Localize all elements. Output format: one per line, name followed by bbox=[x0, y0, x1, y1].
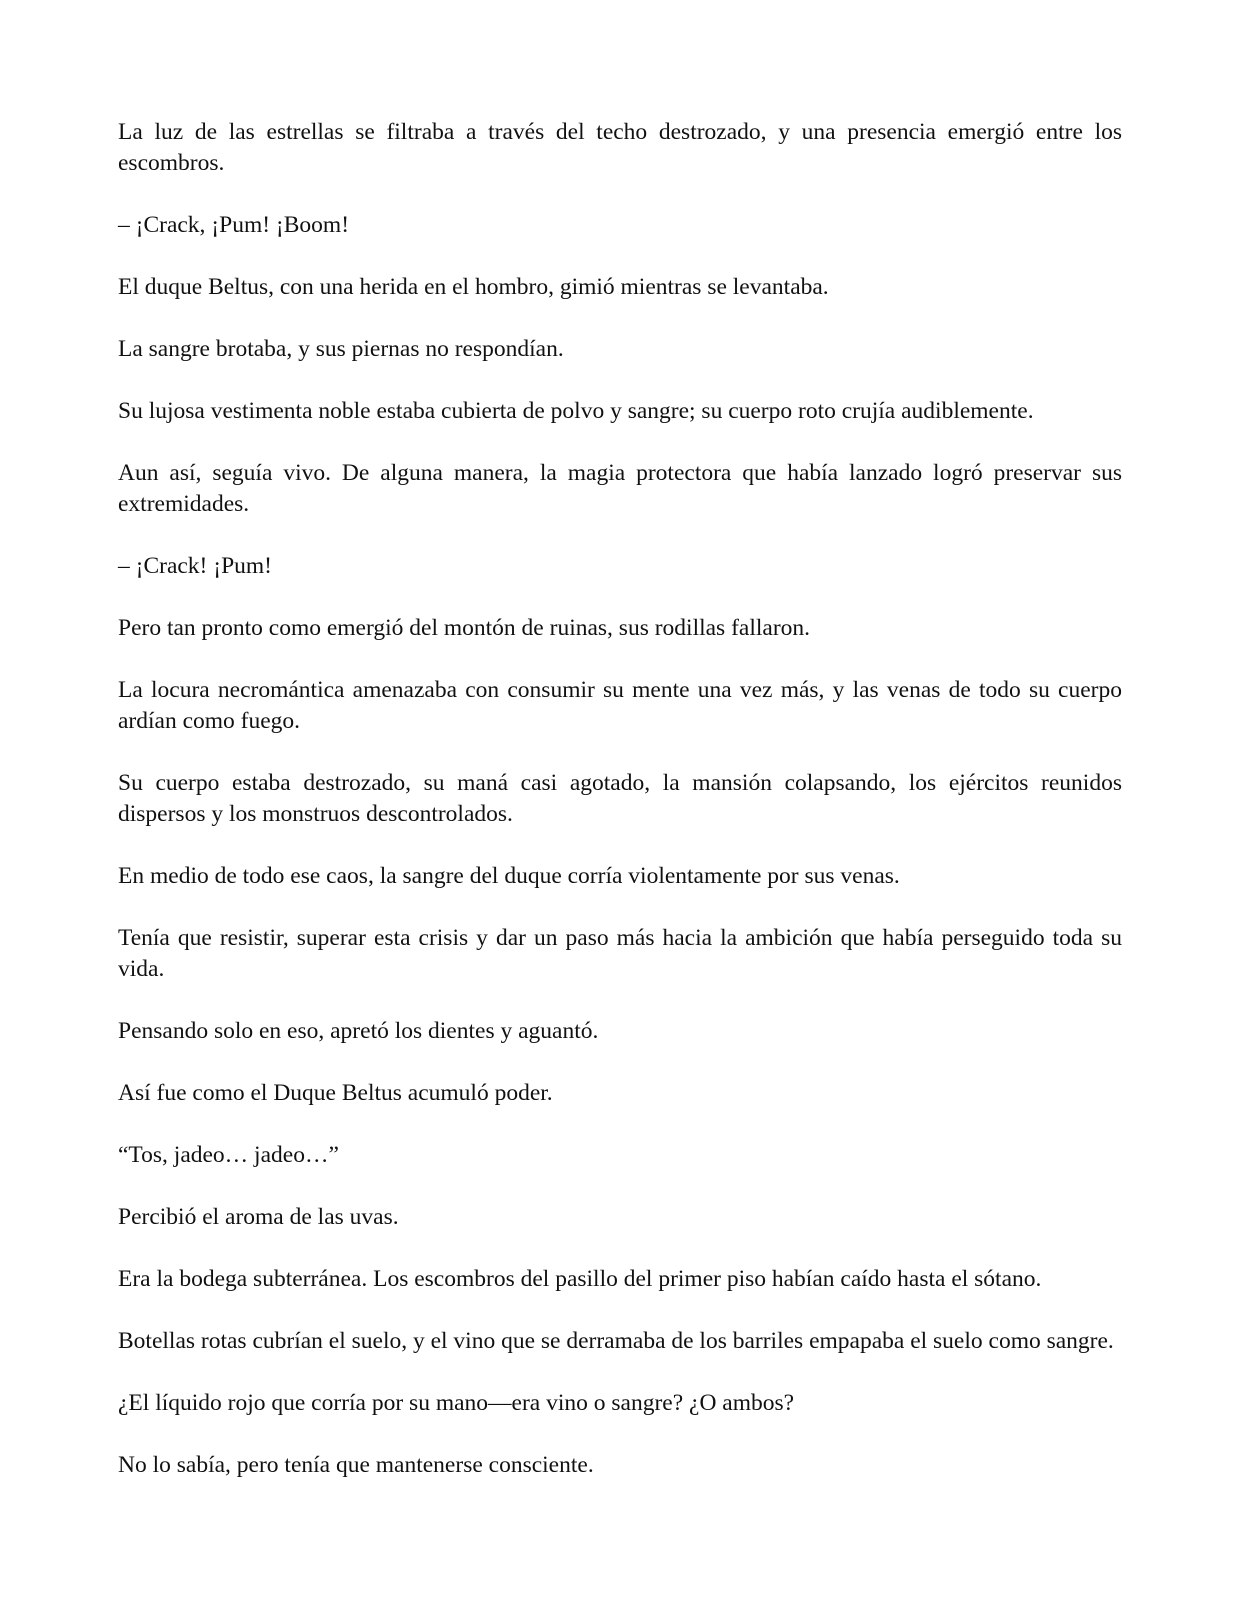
paragraph: ¿El líquido rojo que corría por su mano—era vino o sangre? ¿O ambos? bbox=[118, 1390, 795, 1416]
document-page bbox=[118, 117, 1122, 1512]
paragraph: “Tos, jadeo… jadeo…” bbox=[118, 1142, 339, 1168]
paragraph: Su cuerpo estaba destrozado, su maná casi agotado, la mansión colapsando, los ejércitos reunidos dispersos y los monstruos descontrolados. bbox=[118, 770, 1122, 827]
paragraph: Pero tan pronto como emergió del montón de ruinas, sus rodillas fallaron. bbox=[118, 615, 811, 641]
paragraph: Botellas rotas cubrían el suelo, y el vino que se derramaba de los barriles empapaba el suelo como sangre. bbox=[118, 1328, 1114, 1354]
paragraph: El duque Beltus, con una herida en el hombro, gimió mientras se levantaba. bbox=[118, 274, 829, 300]
paragraph: En medio de todo ese caos, la sangre del duque corría violentamente por sus venas. bbox=[118, 863, 900, 889]
paragraph: La locura necromántica amenazaba con consumir su mente una vez más, y las venas de todo su cuerpo ardían como fuego. bbox=[118, 677, 1122, 734]
paragraph: Era la bodega subterránea. Los escombros del pasillo del primer piso habían caído hasta el sótano. bbox=[118, 1266, 1042, 1292]
paragraph: No lo sabía, pero tenía que mantenerse consciente. bbox=[118, 1452, 594, 1478]
paragraph: Aun así, seguía vivo. De alguna manera, la magia protectora que había lanzado logró preservar sus extremidades. bbox=[118, 460, 1122, 517]
paragraph: – ¡Crack! ¡Pum! bbox=[118, 553, 273, 579]
paragraph: Pensando solo en eso, apretó los dientes y aguantó. bbox=[118, 1018, 599, 1044]
paragraph: – ¡Crack, ¡Pum! ¡Boom! bbox=[118, 212, 350, 238]
paragraph: La luz de las estrellas se filtraba a través del techo destrozado, y una presencia emergió entre los escombros. bbox=[118, 119, 1122, 176]
paragraph: Percibió el aroma de las uvas. bbox=[118, 1204, 399, 1230]
paragraph: La sangre brotaba, y sus piernas no respondían. bbox=[118, 336, 564, 362]
paragraph: Tenía que resistir, superar esta crisis y dar un paso más hacia la ambición que había perseguido toda su vida. bbox=[118, 925, 1122, 982]
paragraph: Su lujosa vestimenta noble estaba cubierta de polvo y sangre; su cuerpo roto crujía audiblemente. bbox=[118, 398, 1034, 424]
paragraph: Así fue como el Duque Beltus acumuló poder. bbox=[118, 1080, 553, 1106]
